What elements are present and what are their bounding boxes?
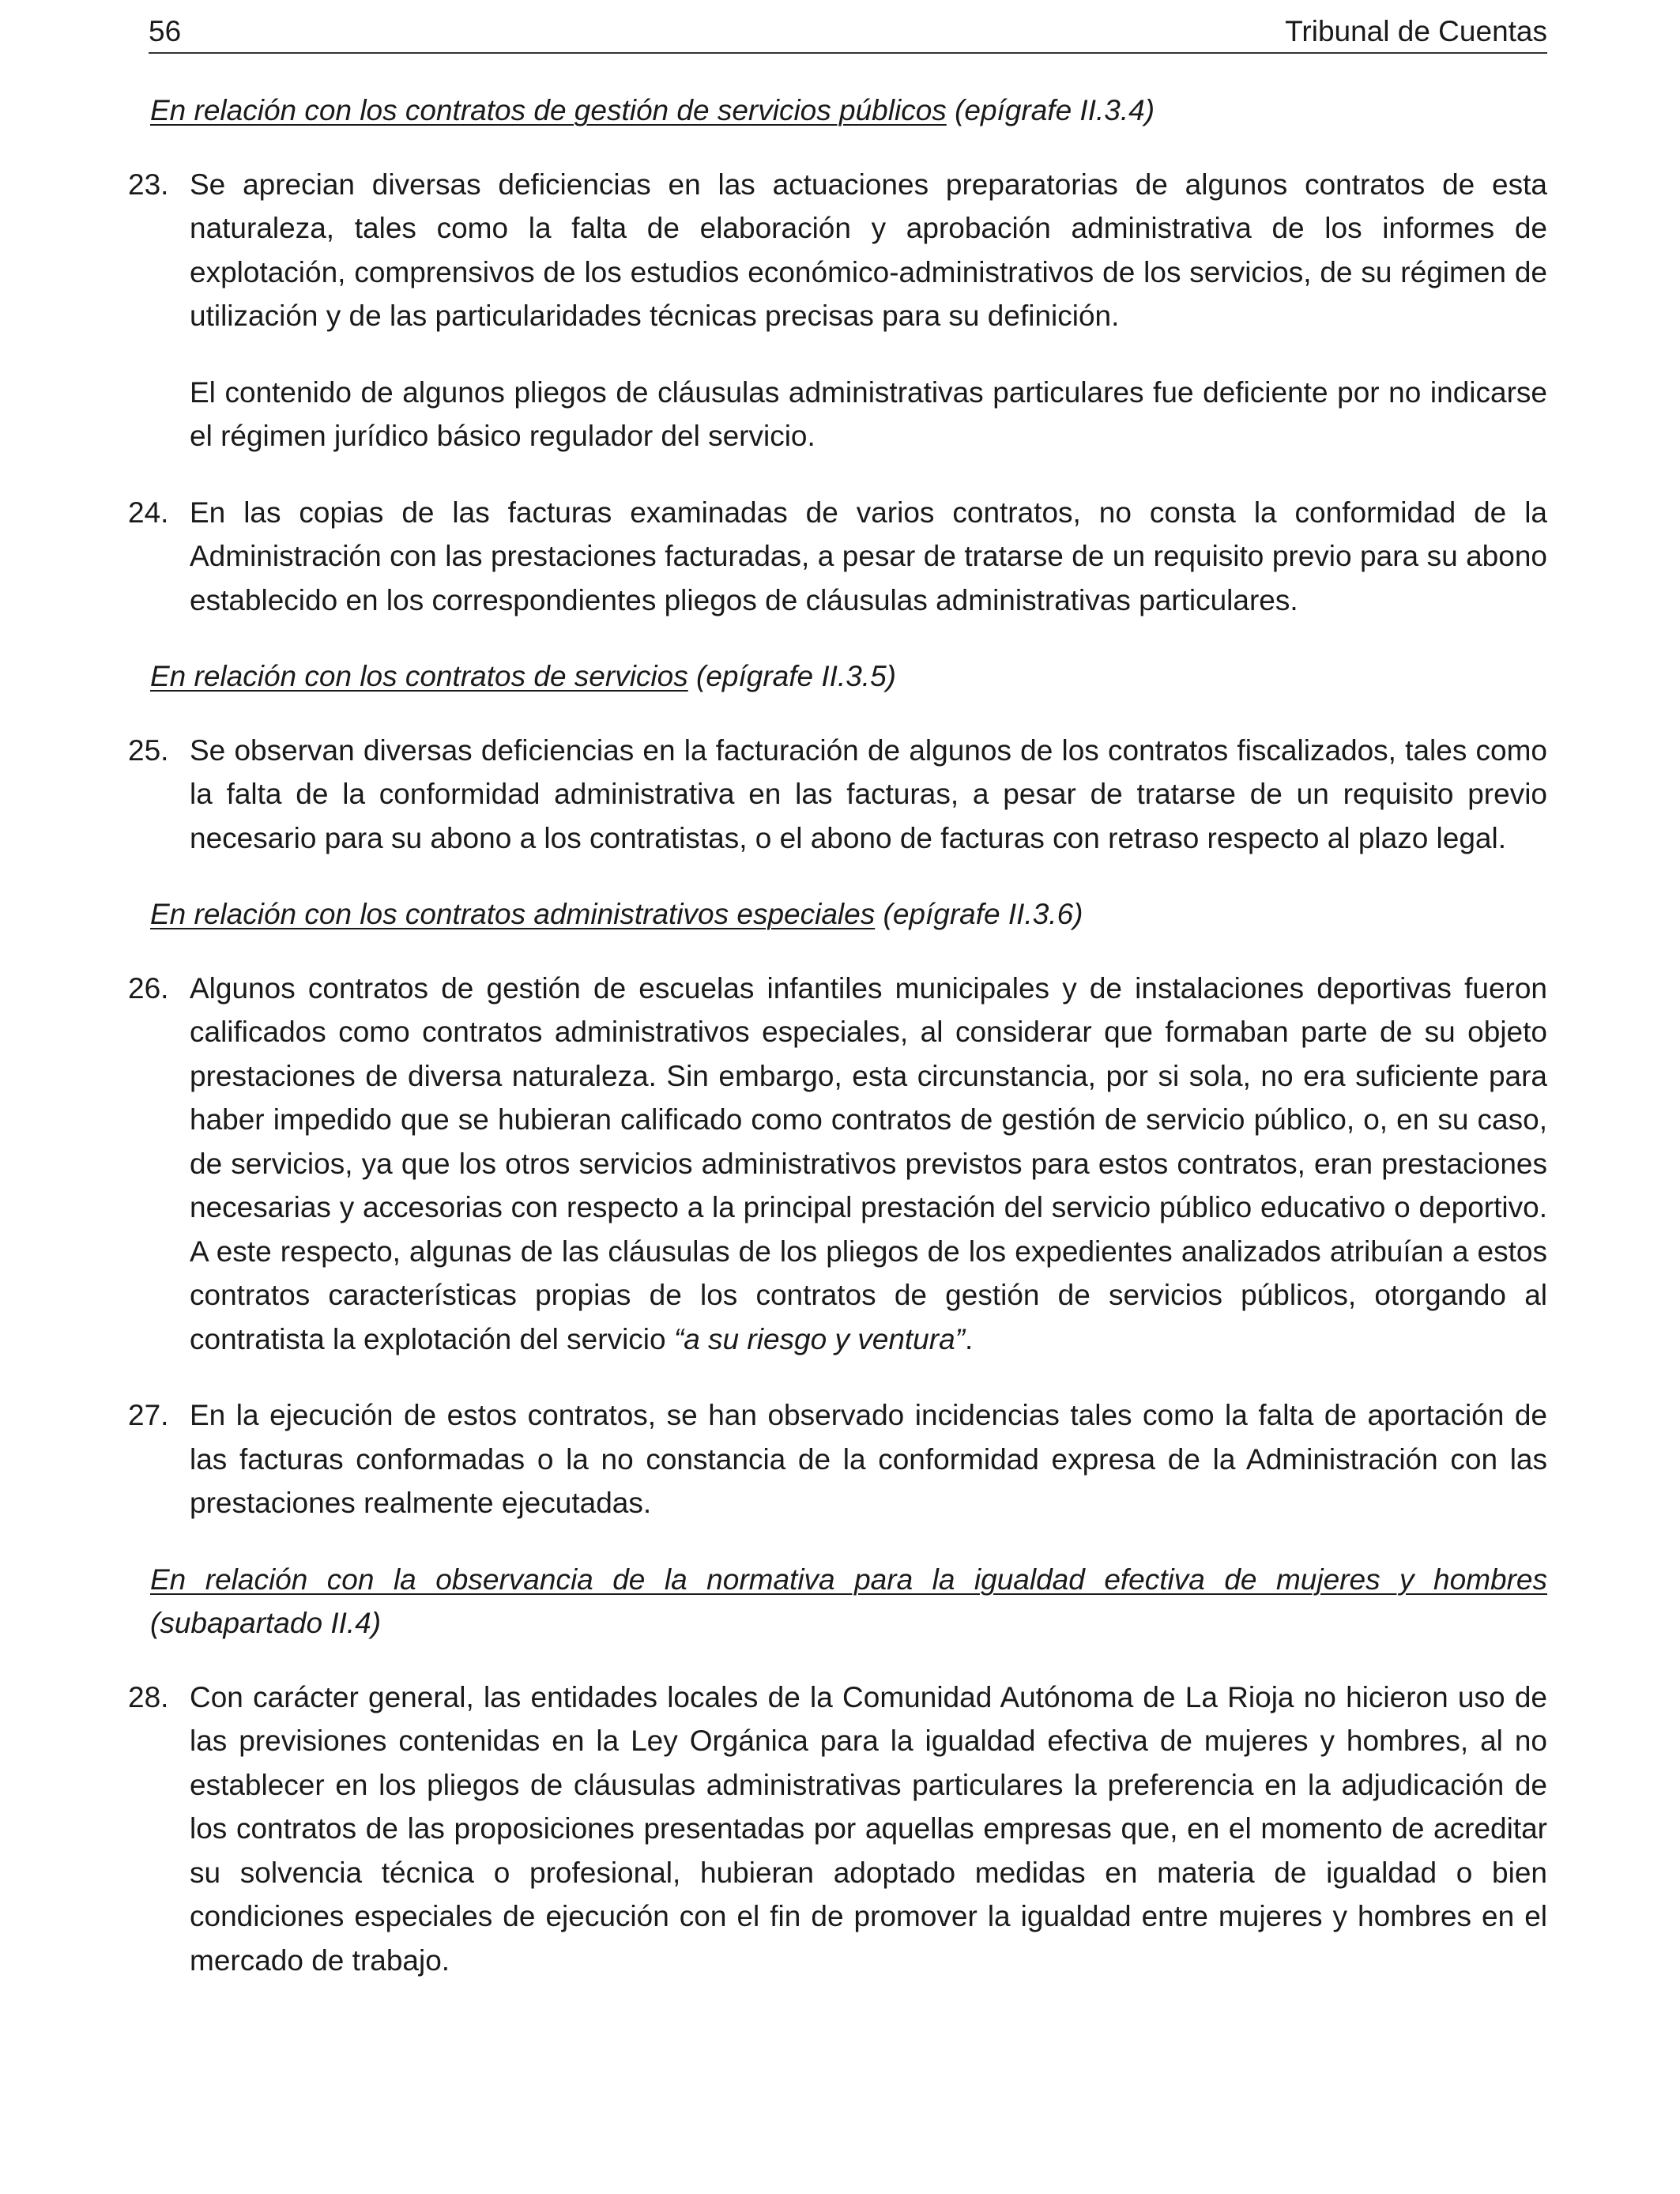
numbered-item-23 bbox=[128, 163, 1547, 338]
item-text: En las copias de las facturas examinadas de varios contratos, no consta la conformidad de la Administración con las prestaciones facturadas, a pesar de tratarse de un requisito previo para su abono establecido en los correspondientes pliegos de cláusulas administrativas particulares. bbox=[190, 496, 1547, 616]
page-header bbox=[149, 11, 1547, 54]
item-number: 25. bbox=[128, 733, 169, 767]
item-text: Con carácter general, las entidades locales de la Comunidad Autónoma de La Rioja no hicieron uso de las previsiones contenidas en la Ley Orgánica para la igualdad efectiva de mujeres y hombres, al no establecer en los pliegos de cláusulas administrativas particulares la preferencia en la adjudicación de los contratos de las proposiciones presentadas por aquellas empresas que, en el momento de acreditar su solvencia técnica o profesional, hubieran adoptado medidas en materia de igualdad o bien condiciones especiales de ejecución con el fin de promover la igualdad entre mujeres y hombres en el mercado de trabajo. bbox=[190, 1680, 1547, 1977]
numbered-item-27 bbox=[128, 1393, 1547, 1525]
section-heading-title: En relación con los contratos de gestión de servicios públicos bbox=[150, 94, 947, 126]
header-organization: Tribunal de Cuentas bbox=[1285, 15, 1547, 47]
page-number: 56 bbox=[149, 15, 182, 47]
section-heading-title: En relación con los contratos administrativos especiales bbox=[150, 898, 876, 930]
numbered-item-26 bbox=[128, 967, 1547, 1362]
section-heading-title: En relación con los contratos de servicios bbox=[150, 660, 688, 692]
item-text: Se aprecian diversas deficiencias en las actuaciones preparatorias de algunos contratos de esta naturaleza, tales como la falta de elaboración y aprobación administrativa de los informes de explotación, comprensivos de los estudios económico-administrativos de los servicios, de su régimen de utilización y de las particularidades técnicas precisas para su definición. bbox=[190, 168, 1547, 332]
item-number: 27. bbox=[128, 1399, 169, 1431]
item-number: 24. bbox=[128, 496, 169, 529]
section-heading-ref: (epígrafe II.3.6) bbox=[883, 898, 1083, 930]
item-number: 23. bbox=[128, 168, 169, 201]
item-23-paragraph-2: El contenido de algunos pliegos de cláusulas administrativas particulares fue deficiente por no indicarse el régimen jurídico básico regulador del servicio. bbox=[190, 375, 1547, 452]
section-heading-igualdad-efectiva bbox=[149, 1558, 1547, 1646]
section-heading-ref: (epígrafe II.3.5) bbox=[696, 660, 896, 692]
section-heading-ref: (epígrafe II.3.4) bbox=[955, 94, 1155, 126]
numbered-item-28 bbox=[128, 1676, 1547, 1983]
item-text: Se observan diversas deficiencias en la facturación de algunos de los contratos fiscalizados, tales como la falta de la conformidad administrativa en las facturas, a pesar de tratarse de un requisito previo necesario para su abono a los contratistas, o el abono de facturas con retraso respecto al plazo legal. bbox=[190, 733, 1547, 854]
section-heading-administrativos-especiales bbox=[149, 892, 1547, 937]
item-text: Algunos contratos de gestión de escuelas infantiles municipales y de instalaciones deportivas fueron calificados como contratos administrativos especiales, al considerar que formaban parte de su objeto prestaciones de diversa naturaleza. Sin embargo, esta circunstancia, por si sola, no era suficiente para haber impedido que se hubieran calificado como contratos de gestión de servicio público, o, en su caso, de servicios, ya que los otros servicios administrativos previstos para estos contratos, eran prestaciones necesarias y accesorias con respecto a la principal prestación del servicio público educativo o deportivo. A este respecto, algunas de las cláusulas de los pliegos de los expedientes analizados atribuían a estos contratos características propias de los contratos de gestión de servicios públicos, otorgando al contratista la explotación del servicio bbox=[190, 971, 1547, 1355]
numbered-item-24 bbox=[128, 491, 1547, 623]
section-heading-gestion-servicios-publicos bbox=[149, 89, 1547, 133]
numbered-item-25 bbox=[128, 729, 1547, 861]
section-heading-title: En relación con la observancia de la normativa para la igualdad efectiva de mujeres y hombres bbox=[150, 1563, 1547, 1596]
section-heading-ref: (subapartado II.4) bbox=[150, 1607, 382, 1639]
section-heading-servicios bbox=[149, 654, 1547, 699]
item-text-end: . bbox=[964, 1322, 974, 1355]
item-text: En la ejecución de estos contratos, se han observado incidencias tales como la falta de aportación de las facturas conformadas o la no constancia de la conformidad expresa de la Administración con las prestaciones realmente ejecutadas. bbox=[190, 1399, 1547, 1519]
item-quote: “a su riesgo y ventura” bbox=[673, 1322, 965, 1355]
document-body bbox=[128, 89, 1547, 1982]
item-number: 26. bbox=[128, 971, 169, 1005]
item-number: 28. bbox=[128, 1680, 169, 1713]
